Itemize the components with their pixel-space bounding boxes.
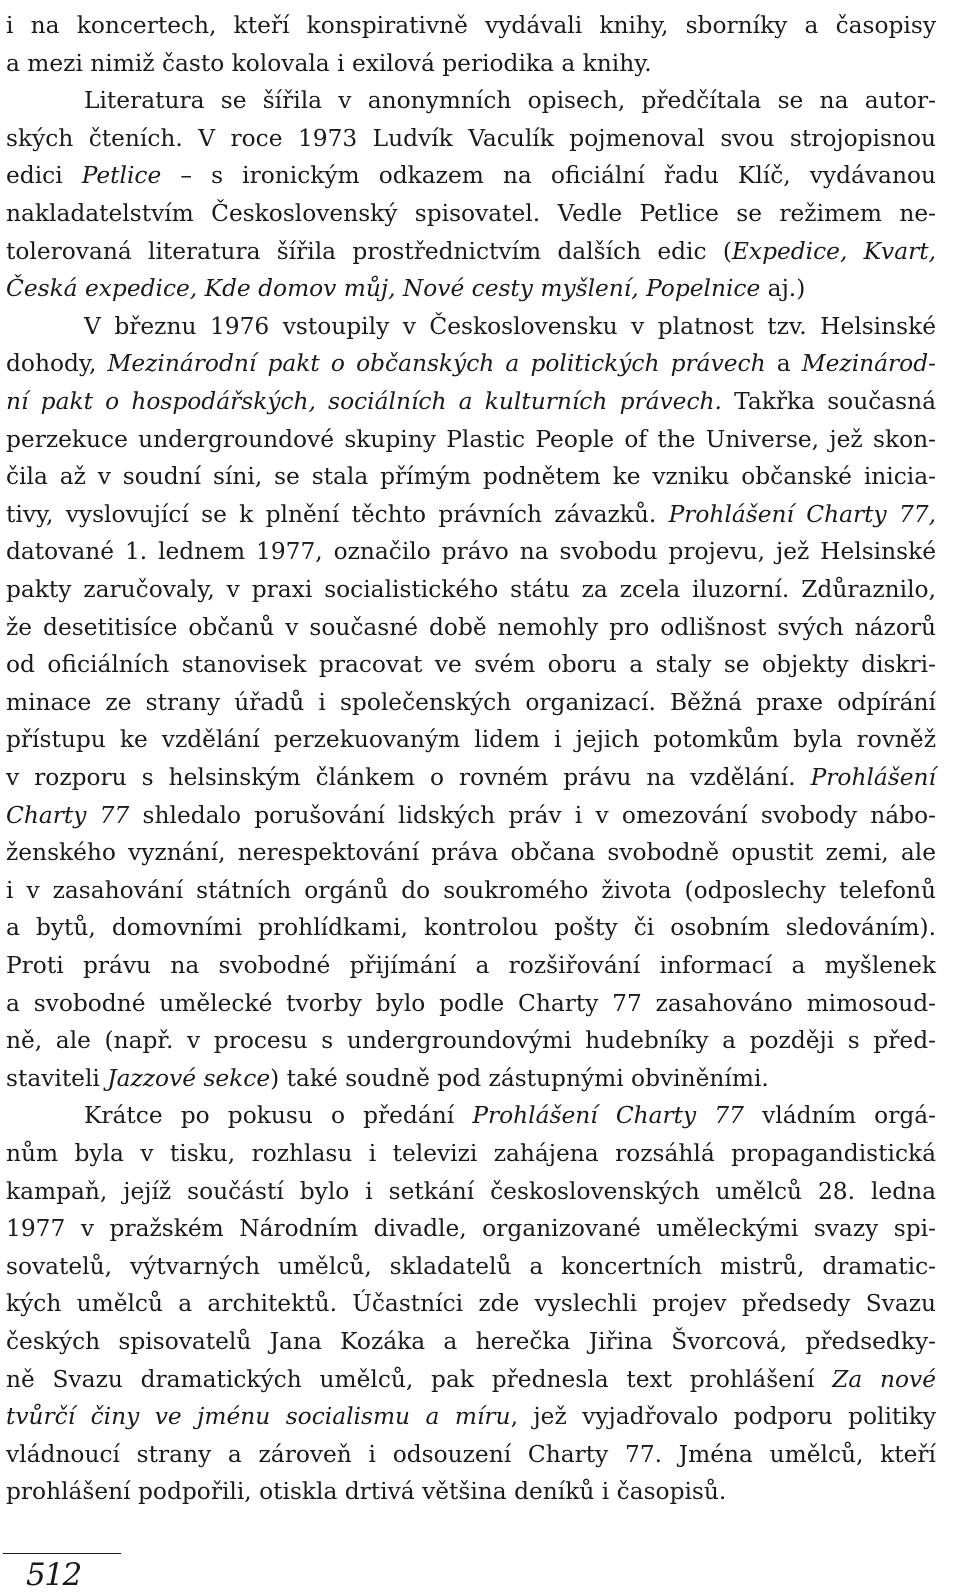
italic-text-segment: Charty 77 — [6, 801, 130, 829]
text-line — [6, 1361, 936, 1399]
text-segment: vládním orgá- — [743, 1102, 937, 1130]
text-line — [6, 985, 936, 1023]
italic-text-segment: Česká expedice, Kde domov můj, Nové cesty myšlení, Popelnice — [6, 275, 761, 303]
text-segment: že desetitisíce občanů v současné době nemohly pro odlišnost svých názorů — [6, 613, 936, 641]
text-line — [6, 270, 936, 308]
text-segment: ženského vyznání, nerespektování práva občana svobodně opustit zemi, ale — [6, 839, 936, 867]
text-segment: minace ze strany úřadů i společenských organizací. Běžná praxe odpírání — [6, 688, 936, 716]
italic-text-segment: Prohlášení Charty 77 — [472, 1102, 744, 1130]
text-segment: , jež vyjadřovalo podporu politiky — [510, 1403, 937, 1431]
text-line — [6, 609, 936, 647]
text-segment: aj.) — [760, 275, 806, 303]
text-segment: perzekuce undergroundové skupiny Plastic People of the Universe, jež skon- — [6, 425, 936, 453]
text-line — [6, 1436, 936, 1474]
text-line — [6, 684, 936, 722]
text-segment: edici — [6, 162, 82, 190]
text-line — [6, 345, 936, 383]
text-line — [6, 383, 936, 421]
text-line — [6, 1173, 936, 1211]
text-line — [6, 308, 936, 346]
text-line — [6, 195, 936, 233]
italic-text-segment: Za nové — [832, 1365, 936, 1393]
text-line — [6, 533, 936, 571]
text-segment: Proti právu na svobodné přijímání a rozšiřování informací a myšlenek — [6, 952, 936, 979]
text-line — [6, 458, 936, 496]
text-segment: Krátce po pokusu o předání — [84, 1102, 473, 1130]
text-line — [6, 1210, 936, 1248]
text-segment: a bytů, domovními prohlídkami, kontrolou pošty či osobním sledováním). — [6, 914, 936, 942]
text-segment: kampaň, jejíž součástí bylo i setkání československých umělců 28. ledna — [6, 1177, 936, 1205]
text-segment: staviteli — [6, 1064, 108, 1092]
text-segment: pakty zaručovaly, v praxi socialistického státu za zcela iluzorní. Zdůraznilo, — [6, 576, 936, 603]
text-segment: čila až v soudní síni, se stala přímým podnětem ke vzniku občanské inicia- — [6, 463, 936, 491]
text-line — [6, 233, 936, 271]
text-segment: tolerovaná literatura šířila prostřednictvím dalších edic ( — [6, 237, 732, 265]
text-segment: 1977 v pražském Národním divadle, organizované uměleckými svazy spi- — [6, 1215, 936, 1243]
italic-text-segment: Petlice — [81, 162, 162, 190]
text-segment: a mezi nimiž často kolovala i exilová periodika a knihy. — [6, 49, 652, 77]
text-line — [6, 1398, 936, 1436]
italic-text-segment: tvůrčí činy ve jménu socialismu a míru — [6, 1403, 511, 1431]
text-line — [6, 45, 936, 83]
text-line — [6, 1060, 936, 1098]
text-line — [6, 421, 936, 459]
text-line — [6, 496, 936, 534]
italic-text-segment: Expedice, Kvart, — [731, 237, 936, 265]
text-segment: i na koncertech, kteří konspirativně vydávali knihy, sborníky a časopisy — [6, 12, 936, 39]
text-line — [6, 82, 936, 120]
text-line — [6, 1097, 936, 1135]
text-line — [6, 797, 936, 835]
text-segment: ně Svazu dramatických umělců, pak přednesla text prohlášení — [6, 1365, 833, 1393]
italic-text-segment: Mezinárodní pakt o občanských a politických právech — [107, 350, 766, 378]
text-segment: sovatelů, výtvarných umělců, skladatelů a koncertních mistrů, dramatic- — [6, 1252, 936, 1280]
text-line — [6, 1022, 936, 1060]
text-segment: nům byla v tisku, rozhlasu i televizi zahájena rozsáhlá propagandistická — [6, 1140, 936, 1167]
text-segment: přístupu ke vzdělání perzekuovaným lidem i jejich potomkům byla rovněž — [6, 726, 936, 754]
text-segment: v rozporu s helsinským článkem o rovném právu na vzdělání. — [6, 764, 811, 791]
text-segment: nakladatelstvím Československý spisovatel. Vedle Petlice se režimem ne- — [6, 200, 936, 227]
text-segment: ně, ale (např. v procesu s undergroundovými hudebníky a později s před- — [6, 1027, 936, 1055]
text-line — [6, 721, 936, 759]
text-line — [6, 120, 936, 158]
text-segment: vládnoucí strany a zároveň i odsouzení Charty 77. Jména umělců, kteří — [6, 1440, 936, 1468]
text-line — [6, 909, 936, 947]
text-segment: – s ironickým odkazem na oficiální řadu Klíč, vydávanou — [161, 162, 936, 190]
text-segment: dohody, — [6, 350, 108, 378]
text-segment: prohlášení podpořili, otiskla drtivá většina deníků i časopisů. — [6, 1478, 727, 1506]
text-segment: ských čteních. V roce 1973 Ludvík Vaculík pojmenoval svou strojopisnou — [6, 124, 936, 152]
text-line — [6, 7, 936, 45]
text-line — [6, 571, 936, 609]
text-segment: Takřka současná — [721, 388, 936, 415]
text-segment: a — [765, 350, 802, 378]
text-segment: V březnu 1976 vstoupily v Československu v platnost tzv. Helsinské — [84, 312, 936, 340]
text-line — [6, 834, 936, 872]
italic-text-segment: Prohlášení — [810, 764, 936, 791]
text-line — [6, 1285, 936, 1323]
text-segment: Literatura se šířila v anonymních opisech, předčítala se na autor- — [84, 87, 936, 115]
italic-text-segment: ní pakt o hospodářských, sociálních a kulturních právech. — [6, 388, 722, 415]
text-segment: ) také soudně pod zástupnými obviněními. — [270, 1064, 769, 1092]
text-segment: shledalo porušování lidských práv i v omezování svobody nábo- — [129, 801, 936, 829]
footer-rule — [3, 1553, 121, 1554]
text-segment: kých umělců a architektů. Účastníci zde vyslechli projev předsedy Svazu — [6, 1290, 936, 1318]
text-line — [6, 947, 936, 985]
italic-text-segment: Jazzové sekce — [107, 1064, 271, 1092]
text-line — [6, 157, 936, 195]
text-line — [6, 759, 936, 797]
text-segment: a svobodné umělecké tvorby bylo podle Charty 77 zasahováno mimosoud- — [6, 989, 936, 1017]
italic-text-segment: Mezinárod- — [801, 350, 936, 378]
text-segment: datované 1. lednem 1977, označilo právo na svobodu projevu, jež Helsinské — [6, 538, 936, 566]
text-segment: českých spisovatelů Jana Kozáka a herečka Jiřina Švorcová, předsedky- — [6, 1328, 936, 1355]
page-number: 512 — [26, 1557, 81, 1593]
italic-text-segment: Prohlášení Charty 77, — [668, 500, 936, 528]
text-line — [6, 1135, 936, 1173]
text-line — [6, 1473, 936, 1511]
text-line — [6, 1248, 936, 1286]
text-segment: tivy, vyslovující se k plnění těchto právních závazků. — [6, 500, 669, 528]
text-line — [6, 1323, 936, 1361]
text-line — [6, 872, 936, 910]
text-line — [6, 646, 936, 684]
text-segment: i v zasahování státních orgánů do soukromého života (odposlechy telefonů — [6, 876, 936, 904]
text-segment: od oficiálních stanovisek pracovat ve svém oboru a staly se objekty diskri- — [6, 651, 936, 679]
